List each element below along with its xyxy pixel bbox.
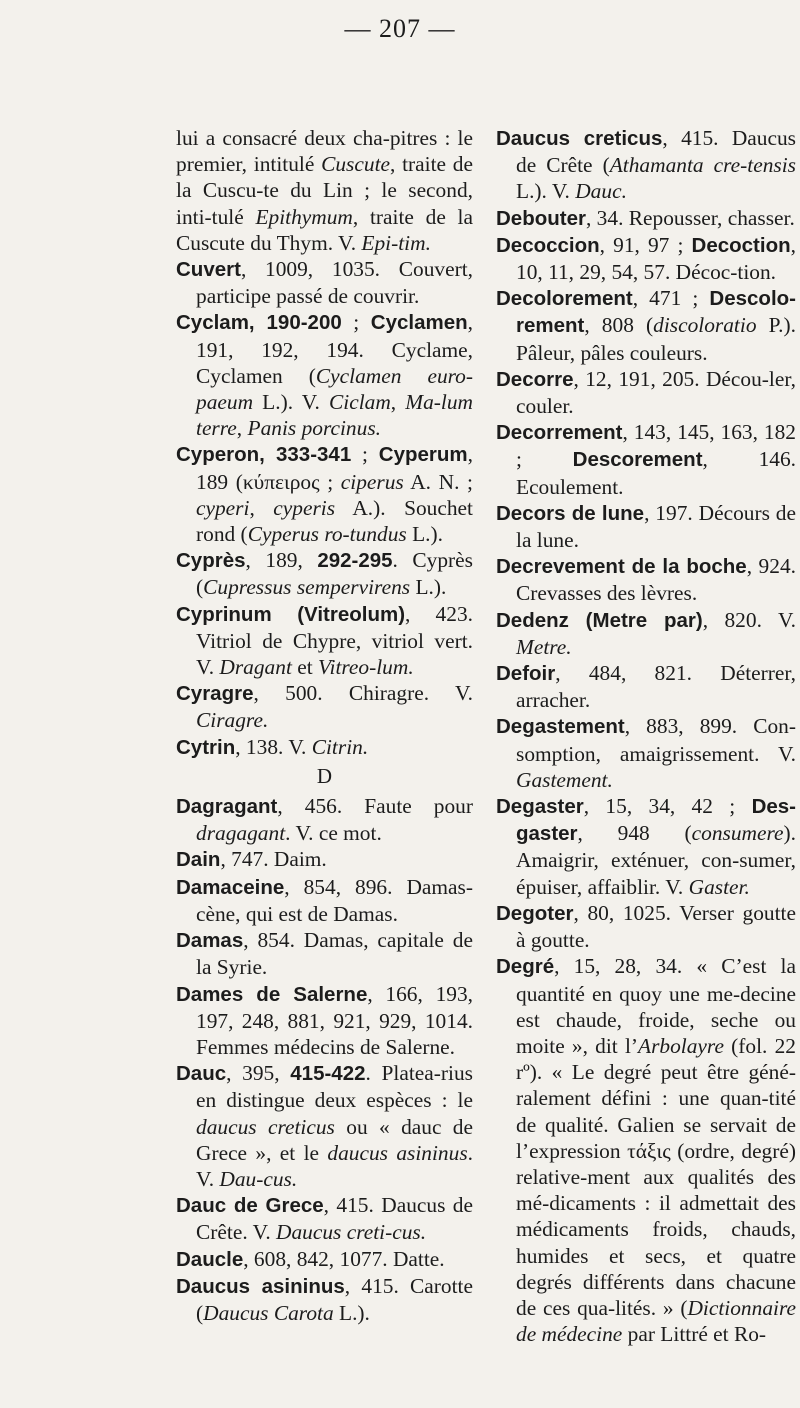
entry-text: , 143, 145, 163, 182 ; bbox=[516, 420, 796, 472]
entry-text: et bbox=[291, 655, 319, 680]
glossary-entry bbox=[496, 553, 796, 606]
headword: Daucle bbox=[176, 1247, 244, 1271]
headword: Dauc de Grece bbox=[176, 1194, 324, 1218]
entry-text: , 10, 11, 29, 54, 57. Décoc-tion. bbox=[516, 232, 796, 285]
glossary-entry bbox=[176, 547, 473, 600]
entry-text: par Littré et Ro- bbox=[622, 1322, 767, 1347]
glossary-entry bbox=[176, 309, 473, 441]
headword: Debouter bbox=[496, 206, 586, 230]
entry-text: , 500. Chiragre. V. bbox=[253, 681, 473, 706]
italic-text: Dauc. bbox=[575, 179, 627, 204]
glossary-entry bbox=[496, 607, 796, 660]
italic-text: cyperi bbox=[196, 495, 250, 520]
entry-text: P.). Pâleur, pâles couleurs. bbox=[516, 313, 796, 365]
entry-text: , 34. Repousser, chasser. bbox=[585, 205, 795, 230]
headword: Daucus creticus bbox=[496, 127, 663, 150]
glossary-entry bbox=[176, 846, 473, 873]
italic-text: daucus creticus bbox=[196, 1114, 335, 1139]
entry-text: , 1009, 1035. Couvert, participe passé de couvrir. bbox=[196, 257, 473, 309]
entry-text: , 854, 896. Damas-cène, qui est de Damas. bbox=[196, 874, 473, 926]
headword: Descolo-rement bbox=[516, 287, 796, 338]
headword: Daucus asininus bbox=[176, 1274, 345, 1298]
entry-text: , 166, 193, 197, 248, 881, 921, 929, 1014. Femmes médecins de Salerne. bbox=[196, 981, 473, 1059]
glossary-entry bbox=[496, 419, 796, 500]
entry-text: , 608, 842, 1077. Datte. bbox=[243, 1246, 445, 1271]
entry-text: , bbox=[236, 416, 248, 441]
entry-text: L.). bbox=[410, 575, 447, 600]
italic-text: Athamanta cre-tensis bbox=[609, 153, 796, 178]
italic-text: Cuscute bbox=[321, 152, 391, 177]
entry-text: A. N. ; bbox=[403, 469, 473, 494]
glossary-entry bbox=[176, 874, 473, 927]
italic-text: dragagant bbox=[196, 821, 286, 846]
italic-text: Dau-cus. bbox=[219, 1166, 298, 1191]
headword: Cytrin bbox=[176, 735, 236, 759]
italic-text: Cyclamen euro-paeum bbox=[196, 363, 473, 415]
entry-text: , 15, 34, 42 ; bbox=[583, 794, 752, 819]
headword: Dauc bbox=[176, 1062, 227, 1086]
entry-text: ; bbox=[351, 442, 379, 467]
entry-text: , 189, bbox=[245, 548, 318, 573]
italic-text: consumere bbox=[691, 821, 784, 846]
entry-text: , 415. Carotte ( bbox=[196, 1273, 473, 1325]
headword: Damas bbox=[176, 929, 244, 953]
entry-text: (fol. 22 rº). « Le degré peut être géné-ralement défini : une quan-tité de qualité. Galien se servait de l’expression τάξις (ordre, degré) relative-ment aux qualités des mé-dicaments : il admettait des médicaments froids, chauds, humides et secs, et quatre degrés différents dans chacune de ces qua-lités. » ( bbox=[516, 1033, 796, 1320]
glossary-entry bbox=[176, 1246, 473, 1273]
right-column bbox=[496, 125, 796, 1347]
headword: Decorre bbox=[496, 367, 574, 391]
italic-text: Gaster. bbox=[688, 874, 750, 899]
headword: Cyprès bbox=[176, 549, 246, 573]
entry-text: , 146. Ecoulement. bbox=[516, 447, 796, 499]
entry-text: , bbox=[390, 390, 406, 415]
entry-text: lui a consacré deux cha-pitres : le premier, intitulé bbox=[176, 126, 473, 177]
glossary-entry bbox=[176, 1192, 473, 1245]
italic-text: Daucus Carota bbox=[203, 1300, 334, 1325]
entry-text: . Cyprès ( bbox=[196, 548, 473, 600]
entry-text: L.). bbox=[406, 522, 443, 547]
headword: Decolorement bbox=[496, 287, 633, 311]
headword: Decrevement de la boche bbox=[496, 555, 747, 579]
italic-text: Ciclam bbox=[328, 390, 391, 415]
headword: Defoir bbox=[496, 662, 556, 686]
headword: Cyperon, 333-341 bbox=[176, 443, 352, 467]
glossary-entry bbox=[496, 713, 796, 793]
glossary-entry bbox=[496, 660, 796, 713]
italic-text: daucus asininus bbox=[327, 1140, 468, 1165]
entry-text: L.). bbox=[333, 1300, 370, 1325]
glossary-entry bbox=[176, 601, 473, 681]
entry-text: , 12, 191, 205. Décou-ler, couler. bbox=[516, 366, 796, 419]
italic-text: Epithymum bbox=[255, 204, 353, 229]
glossary-entry bbox=[496, 500, 796, 553]
glossary-entry bbox=[176, 1060, 473, 1192]
entry-text: , 91, 97 ; bbox=[599, 232, 692, 257]
entry-text: . V. bbox=[196, 1140, 473, 1191]
headword: Degastement bbox=[496, 715, 625, 739]
entry-text: , bbox=[249, 495, 274, 520]
glossary-entry bbox=[176, 981, 473, 1061]
entry-text: , 138. V. bbox=[235, 734, 312, 759]
glossary-entry bbox=[176, 793, 473, 846]
headword: Dagragant bbox=[176, 795, 278, 819]
entry-text: , 191, 192, 194. Cyclame, Cyclamen ( bbox=[196, 310, 473, 388]
headword: 292-295 bbox=[317, 549, 393, 573]
italic-text: Daucus creti-cus. bbox=[276, 1220, 427, 1245]
glossary-entry bbox=[496, 900, 796, 953]
glossary-entry bbox=[176, 927, 473, 980]
glossary-entry bbox=[176, 256, 473, 309]
italic-text: discoloratio bbox=[653, 313, 757, 338]
glossary-entry bbox=[176, 1273, 473, 1326]
italic-text: Dictionnaire de médecine bbox=[516, 1295, 796, 1347]
headword: Degoter bbox=[496, 901, 574, 925]
entry-text: , 189 (κύπειρος ; bbox=[196, 442, 473, 494]
section-letter: D bbox=[316, 763, 333, 788]
headword: Dedenz (Metre par) bbox=[496, 608, 703, 632]
entry-text: , 15, 28, 34. « C’est la quantité en quoy une me-decine est chaude, froide, seche ou moite », dit l’ bbox=[516, 954, 796, 1058]
glossary-entry bbox=[176, 441, 473, 547]
headword: Cyclamen bbox=[370, 311, 468, 335]
entry-text: , 948 ( bbox=[577, 821, 692, 846]
entry-text: , 747. Daim. bbox=[220, 847, 327, 872]
entry-text: ; bbox=[341, 310, 371, 335]
glossary-entry bbox=[496, 205, 796, 232]
italic-text: cyperis bbox=[273, 495, 336, 520]
glossary-entry bbox=[496, 366, 796, 419]
glossary-entry bbox=[496, 125, 796, 205]
italic-text: Metre. bbox=[516, 634, 572, 659]
entry-text: ). Amaigrir, exténuer, con-sumer, épuiser, affaiblir. V. bbox=[516, 821, 796, 899]
entry-text: . V. ce mot. bbox=[285, 821, 382, 846]
italic-text: Panis porcinus. bbox=[247, 416, 381, 441]
entry-text: , 484, 821. Déterrer, arracher. bbox=[516, 661, 796, 713]
entry-text: , 924. Crevasses des lèvres. bbox=[516, 554, 796, 606]
headword: Cyragre bbox=[176, 682, 254, 706]
entry-text: L.). V. bbox=[253, 390, 329, 415]
entry-continuation bbox=[176, 125, 473, 256]
glossary-entry bbox=[176, 680, 473, 733]
italic-text: Vitreo-lum. bbox=[318, 655, 414, 680]
entry-text: , traite de la Cuscu-te du Lin ; le second, inti-tulé bbox=[176, 152, 473, 229]
glossary-entry bbox=[176, 734, 473, 761]
entry-text: , 415. Daucus de Crête. V. bbox=[196, 1193, 473, 1245]
glossary-entry bbox=[496, 285, 796, 366]
glossary-entry bbox=[496, 232, 796, 285]
headword: Des-gaster bbox=[516, 795, 796, 846]
headword: Cyprinum (Vitreolum) bbox=[176, 602, 406, 626]
italic-text: Cyperus ro-tundus bbox=[247, 522, 407, 547]
headword: Cyclam, 190-200 bbox=[176, 311, 342, 335]
entry-text: , 423. Vitriol de Chypre, vitriol vert. V. bbox=[196, 601, 473, 680]
entry-text: , 456. Faute pour bbox=[277, 794, 473, 819]
headword: Cuvert bbox=[176, 258, 241, 282]
entry-text: , 197. Décours de la lune. bbox=[516, 500, 796, 553]
headword: Cyperum bbox=[378, 443, 468, 467]
italic-text: Ma-lum terre bbox=[196, 390, 473, 441]
italic-text: Cupressus sempervirens bbox=[203, 575, 411, 600]
headword: 415-422 bbox=[290, 1062, 366, 1086]
entry-text: , 854. Damas, capitale de la Syrie. bbox=[196, 928, 473, 980]
headword: Damaceine bbox=[176, 875, 285, 899]
entry-text: , 808 ( bbox=[584, 313, 654, 338]
glossary-entry bbox=[496, 953, 796, 1347]
entry-text: , 80, 1025. Verser goutte à goutte. bbox=[516, 900, 796, 953]
entry-text: . Platea-rius en distingue deux espèces : le bbox=[196, 1061, 473, 1113]
headword: Decoccion bbox=[496, 233, 600, 257]
entry-text: , 395, bbox=[226, 1061, 291, 1086]
italic-text: Epi-tim. bbox=[361, 230, 431, 255]
entry-text: , 471 ; bbox=[632, 286, 710, 311]
headword: Descorement bbox=[572, 448, 703, 472]
entry-text: L.). V. bbox=[516, 179, 576, 204]
left-column bbox=[176, 125, 473, 1326]
entry-text: , traite de la Cuscute du Thym. V. bbox=[176, 204, 473, 255]
italic-text: Citrin. bbox=[311, 734, 369, 759]
headword: Decorrement bbox=[496, 421, 623, 445]
headword: Degaster bbox=[496, 795, 584, 819]
entry-text: , 415. Daucus de Crête ( bbox=[516, 126, 796, 178]
headword: Decoction bbox=[691, 233, 791, 257]
glossary-entry bbox=[496, 793, 796, 900]
italic-text: Ciragre. bbox=[196, 708, 269, 733]
page-number: — 207 — bbox=[344, 14, 456, 43]
entry-text: A.). Souchet rond ( bbox=[196, 495, 473, 547]
italic-text: Gastement. bbox=[516, 767, 613, 792]
headword: Degré bbox=[496, 955, 555, 979]
headword: Decors de lune bbox=[496, 501, 645, 525]
italic-text: Dragant bbox=[219, 655, 292, 680]
headword: Dain bbox=[176, 848, 221, 872]
italic-text: Arbolayre bbox=[638, 1033, 724, 1058]
entry-text: , 820. V. bbox=[702, 607, 796, 632]
entry-text: , 883, 899. Con-somption, amaigrissement. V. bbox=[516, 714, 796, 766]
italic-text: ciperus bbox=[340, 469, 404, 494]
entry-text: ou « dauc de Grece », et le bbox=[196, 1114, 473, 1165]
headword: Dames de Salerne bbox=[176, 982, 368, 1006]
